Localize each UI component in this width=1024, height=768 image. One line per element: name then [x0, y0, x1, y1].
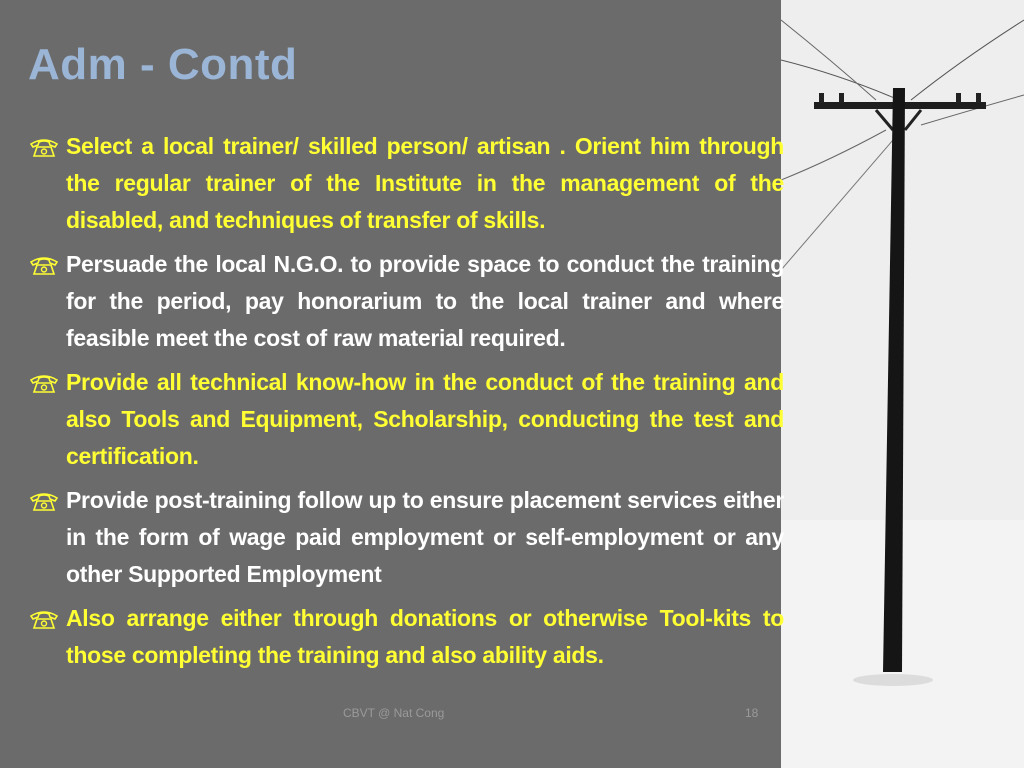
bullet-text: Select a local trainer/ skilled person/ artisan . Orient him through the regular trainer of the Institute in the management of the disabled, and techniques of transfer of skills. — [66, 133, 784, 233]
bullet-list — [28, 128, 784, 681]
bullet-text: Persuade the local N.G.O. to provide space to conduct the training for the period, pay honorarium to the local trainer and where feasible meet the cost of raw material required. — [66, 251, 784, 351]
utility-pole-illustration — [781, 0, 1024, 768]
telephone-icon — [28, 490, 60, 512]
telephone-icon — [28, 608, 60, 630]
utility-pole-photo — [781, 0, 1024, 768]
bullet-text: Also arrange either through donations or otherwise Tool-kits to those completing the training and also ability aids. — [66, 605, 784, 668]
bullet-item — [28, 600, 784, 674]
telephone-icon — [28, 372, 60, 394]
bullet-item — [28, 364, 784, 475]
bullet-text: Provide all technical know-how in the conduct of the training and also Tools and Equipment, Scholarship, conducting the test and certification. — [66, 369, 784, 469]
bullet-item — [28, 128, 784, 239]
telephone-icon — [28, 254, 60, 276]
bullet-item — [28, 246, 784, 357]
bullet-item — [28, 482, 784, 593]
footer-text: CBVT @ Nat Cong — [343, 706, 445, 720]
slide-title: Adm - Contd — [28, 40, 298, 89]
telephone-icon — [28, 136, 60, 158]
bullet-text: Provide post-training follow up to ensure placement services either in the form of wage paid employment or self-employment or any other Supported Employment — [66, 487, 784, 587]
page-number: 18 — [745, 706, 759, 720]
